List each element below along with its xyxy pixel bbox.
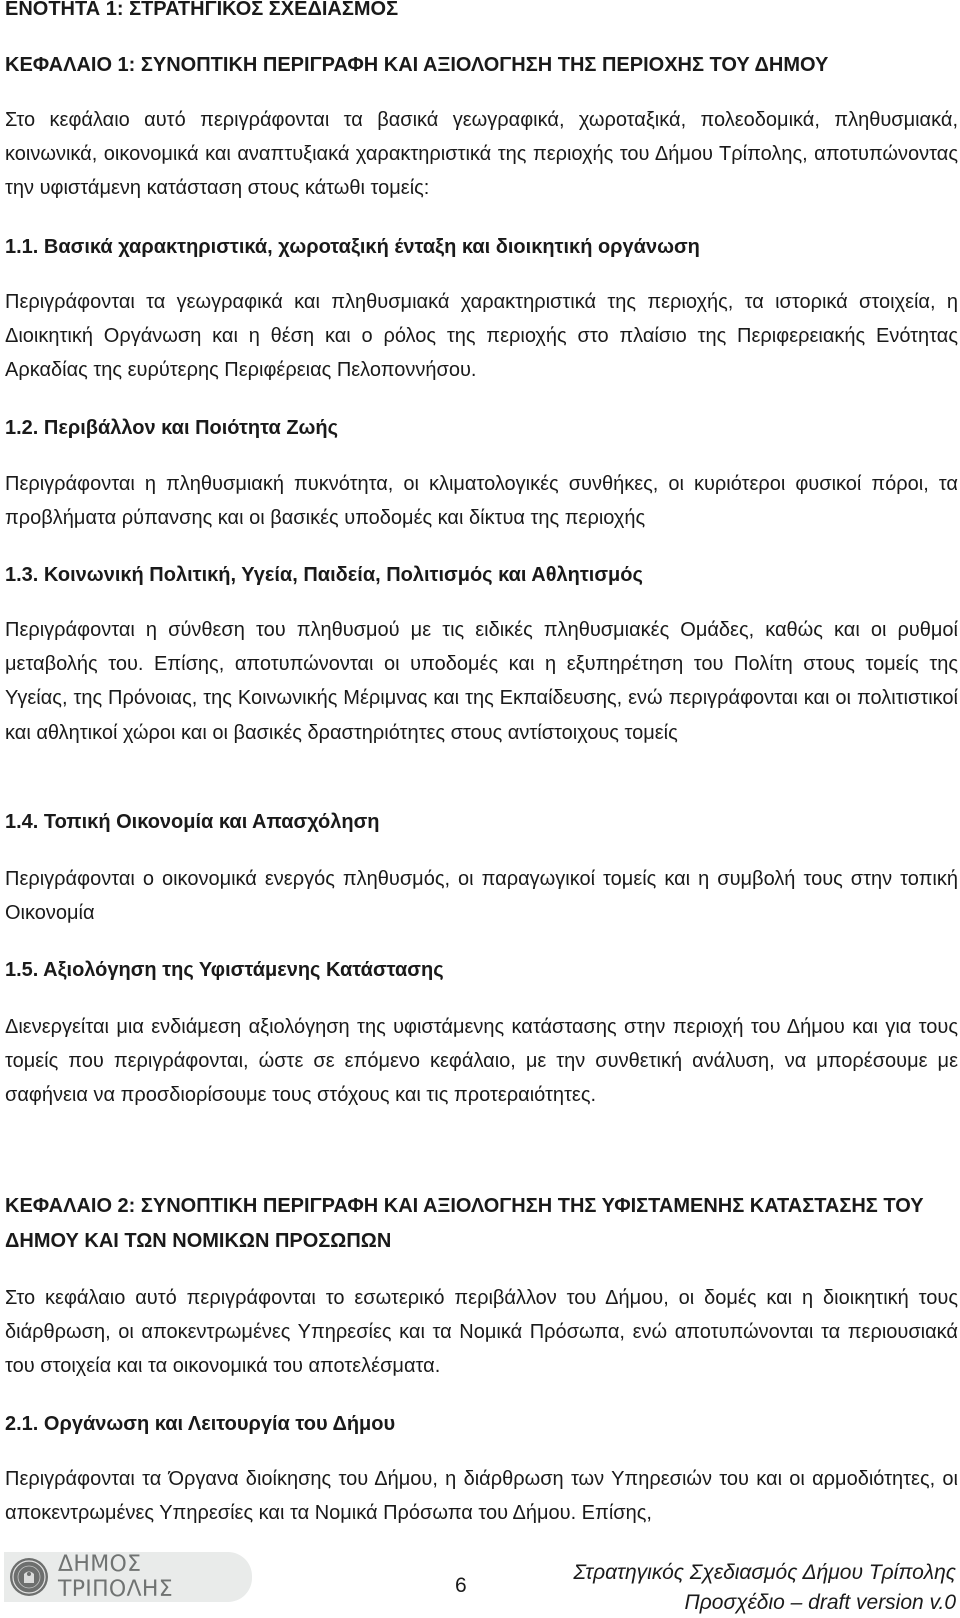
footer-doc-title: Στρατηγικός Σχεδιασμός Δήμου Τρίπολης bbox=[573, 1561, 956, 1584]
section-text-1-4: Περιγράφονται ο οικονομικά ενεργός πληθυσμός, οι παραγωγικοί τομείς και η συμβολή τους στην τοπική Οικονομία bbox=[5, 868, 958, 925]
chapter-2-intro: Στο κεφάλαιο αυτό περιγράφονται το εσωτερικό περιβάλλον του Δήμου, οι δομές και η διοικητική τους διάρθρωση, οι αποκεντρωμένες Υπηρεσίες και τα Νομικά Πρόσωπα, ενώ αποτυπώνονται τα περιουσιακά του στοιχεία και τα οικονομικά του αποτελέσματα. bbox=[5, 1287, 958, 1378]
section-text-1-1: Περιγράφονται τα γεωγραφικά και πληθυσμιακά χαρακτηριστικά της περιοχής, τα ιστορικά στοιχεία, η Διοικητική Οργάνωση και η θέση και ο ρόλος της περιοχής στο πλαίσιο της Περιφερειακής Ενότητας Αρκαδίας της ευρύτερης Περιφέρειας Πελοποννήσου. bbox=[5, 291, 958, 382]
section-heading-1-5: 1.5. Αξιολόγηση της Υφιστάμενης Κατάστασης bbox=[5, 959, 444, 981]
chapter-2-title: ΚΕΦΑΛΑΙΟ 2: ΣΥΝΟΠΤΙΚΗ ΠΕΡΙΓΡΑΦΗ ΚΑΙ ΑΞΙΟΛΟΓΗΣΗ ΤΗΣ ΥΦΙΣΤΑΜΕΝΗΣ ΚΑΤΑΣΤΑΣΗΣ ΤΟΥ ΔΗΜΟΥ ΚΑΙ ΤΩΝ ΝΟΜΙΚΩΝ ΠΡΟΣΩΠΩΝ bbox=[5, 1195, 924, 1252]
section-text-2-1: Περιγράφονται τα Όργανα διοίκησης του Δήμου, η διάρθρωση των Υπηρεσιών του και οι αρμοδιότητες, οι αποκεντρωμένες Υπηρεσίες και τα Νομικά Πρόσωπα του Δήμου. Επίσης, bbox=[5, 1468, 958, 1525]
footer-document-info bbox=[573, 1558, 956, 1618]
section-text-1-2: Περιγράφονται η πληθυσμιακή πυκνότητα, οι κλιματολογικές συνθήκες, οι κυριότεροι φυσικοί πόροι, τα προβλήματα ρύπανσης και οι βασικές υποδομές και δίκτυα της περιοχής bbox=[5, 473, 958, 530]
municipal-seal-icon bbox=[10, 1558, 48, 1596]
chapter-1-title: ΚΕΦΑΛΑΙΟ 1: ΣΥΝΟΠΤΙΚΗ ΠΕΡΙΓΡΑΦΗ ΚΑΙ ΑΞΙΟΛΟΓΗΣΗ ΤΗΣ ΠΕΡΙΟΧΗΣ ΤΟΥ ΔΗΜΟΥ bbox=[5, 54, 829, 76]
section-heading-1-3: 1.3. Κοινωνική Πολιτική, Υγεία, Παιδεία, Πολιτισμός και Αθλητισμός bbox=[5, 564, 643, 586]
section-text-1-5: Διενεργείται μια ενδιάμεση αξιολόγηση της υφιστάμενης κατάστασης στην περιοχή του Δήμου και για τους τομείς που περιγράφονται, ώστε σε επόμενο κεφάλαιο, με την συνθετική ανάλυση, να μπορέσουμε με σαφήνεια να προσδιορίσουμε τους στόχους και τις προτεραιότητες. bbox=[5, 1016, 958, 1107]
chapter-1-intro: Στο κεφάλαιο αυτό περιγράφονται τα βασικά γεωγραφικά, χωροταξικά, πολεοδομικά, πληθυσμιακά, κοινωνικά, οικονομικά και αναπτυξιακά χαρακτηριστικά της περιοχής του Δήμου Τρίπολης, αποτυπώνοντας την υφιστάμενη κατάσταση στους κάτωθι τομείς: bbox=[5, 109, 958, 200]
section-heading-2-1: 2.1. Οργάνωση και Λειτουργία του Δήμου bbox=[5, 1413, 396, 1435]
municipality-logo bbox=[4, 1552, 252, 1602]
page-number: 6 bbox=[455, 1574, 467, 1597]
logo-text: ΔΗΜΟΣ ΤΡΙΠΟΛΗΣ bbox=[58, 1552, 173, 1602]
section-heading-1-4: 1.4. Τοπική Οικονομία και Απασχόληση bbox=[5, 811, 380, 833]
section-heading-1-1: 1.1. Βασικά χαρακτηριστικά, χωροταξική ένταξη και διοικητική οργάνωση bbox=[5, 236, 700, 258]
section-text-1-3: Περιγράφονται η σύνθεση του πληθυσμού με τις ειδικές πληθυσμιακές Ομάδες, καθώς και οι ρυθμοί μεταβολής του. Επίσης, αποτυπώνονται οι υποδομές και η εξυπηρέτηση του Πολίτη στους τομείς της Υγείας, της Πρόνοιας, της Κοινωνικής Μέριμνας και της Εκπαίδευσης, ενώ περιγράφονται και οι πολιτιστικοί και αθλητικοί χώροι και οι βασικές δραστηριότητες στους αντίστοιχους τομείς bbox=[5, 619, 958, 744]
section-heading-1-2: 1.2. Περιβάλλον και Ποιότητα Ζωής bbox=[5, 417, 339, 439]
footer-version: Προσχέδιο – draft version v.0 bbox=[684, 1591, 956, 1614]
unit-title: ΕΝΟΤΗΤΑ 1: ΣΤΡΑΤΗΓΙΚΟΣ ΣΧΕΔΙΑΣΜΟΣ bbox=[5, 0, 399, 20]
